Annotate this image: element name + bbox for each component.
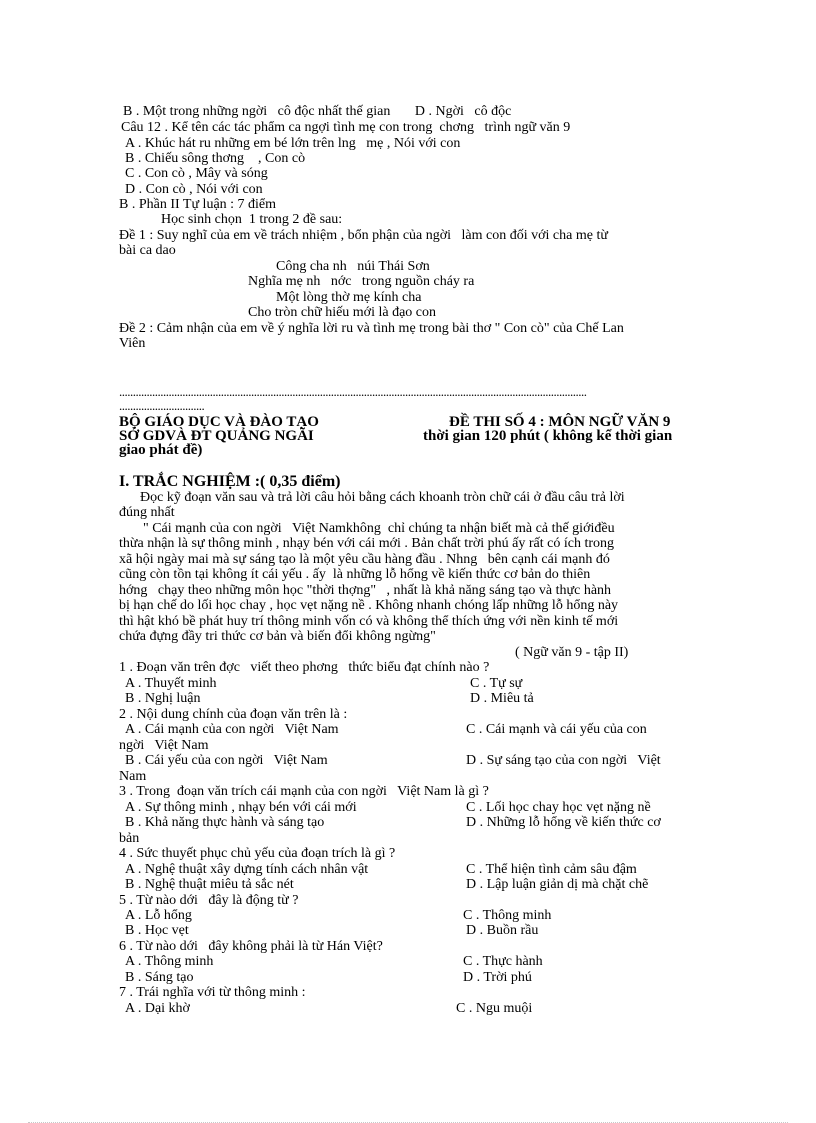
q3-option-d: D . Những lỗ hổng về kiến thức cơ — [466, 815, 661, 830]
passage-line-1: " Cái mạnh của con ngời Việt Namkhông chỉ chúng ta nhận biết mà cả thế giớiđều — [143, 521, 615, 536]
poem-line-3: Một lòng thờ mẹ kính cha — [276, 290, 422, 305]
q6-option-a: A . Thông minh — [125, 954, 214, 969]
essay-1-line-2: bài ca dao — [119, 243, 176, 258]
section-1-title: I. TRẮC NGHIỆM :( 0,35 điểm) — [119, 473, 341, 490]
q6-option-b: B . Sáng tạo — [125, 970, 194, 985]
ministry-name: BỘ GIÁO DỤC VÀ ĐÀO TẠO — [119, 414, 319, 430]
q3-stem: 3 . Trong đoạn văn trích cái mạnh của con ngời Việt Nam là gì ? — [119, 784, 489, 799]
essay-1-line-1: Đề 1 : Suy nghĩ của em về trách nhiệm , bổn phận của ngời làm con đối với cha mẹ từ — [119, 228, 608, 243]
department-name: SỞ GDVÀ ĐT QUẢNG NGÃI — [119, 428, 314, 444]
q12-stem: Câu 12 . Kể tên các tác phẩm ca ngợi tình mẹ con trong chơng trình ngữ văn 9 — [121, 120, 571, 135]
exam-duration-cont: giao phát đề) — [119, 442, 203, 458]
q3-option-c: C . Lối học chay học vẹt nặng nề — [466, 800, 651, 815]
section-1-instruction-2: đúng nhất — [119, 505, 175, 520]
q7-option-c: C . Ngu muội — [456, 1001, 533, 1016]
passage-line-4: cũng còn tồn tại không ít cái yếu . ấy là những lỗ hổng về kiến thức cơ bản do thiên — [119, 567, 591, 582]
poem-line-4: Cho tròn chữ hiếu mới là đạo con — [248, 305, 437, 320]
passage-line-6: bị hạn chế do lối học chay , học vẹt nặng nề . Không nhanh chóng lấp những lỗ hổng này — [119, 598, 619, 613]
q4-option-c: C . Thể hiện tình cảm sâu đậm — [466, 862, 637, 877]
q1-option-a: A . Thuyết minh — [125, 676, 217, 691]
q1-option-b: B . Nghị luận — [125, 691, 201, 706]
q2-option-c-cont: ngời Việt Nam — [119, 738, 209, 753]
q3-option-b: B . Khả năng thực hành và sáng tạo — [125, 815, 325, 830]
q6-option-d: D . Trời phú — [463, 970, 532, 985]
part-b-instruction: Học sinh chọn 1 trong 2 đề sau: — [161, 212, 343, 227]
q1-option-d: D . Miêu tả — [470, 691, 534, 706]
q5-option-b: B . Học vẹt — [125, 923, 189, 938]
q12-option-c: C . Con cò , Mây và sóng — [125, 166, 268, 181]
poem-line-1: Công cha nh núi Thái Sơn — [276, 259, 430, 274]
q5-stem: 5 . Từ nào dới đây là động từ ? — [119, 893, 299, 908]
dotted-separator-short: ............................... — [119, 398, 205, 413]
q3-option-d-cont: bản — [119, 831, 140, 846]
q2-stem: 2 . Nội dung chính của đoạn văn trên là : — [119, 707, 348, 722]
q2-option-a: A . Cái mạnh của con ngời Việt Nam — [125, 722, 339, 737]
exam-duration: thời gian 120 phút ( không kể thời gian — [423, 428, 673, 444]
q4-option-d: D . Lập luận giản dị mà chặt chẽ — [466, 877, 649, 892]
passage-line-5: hớng chạy theo những môn học "thời thợng" , nhất là khả năng sáng tạo và thực hành — [119, 583, 612, 598]
passage-line-8: chứa đựng đầy tri thức cơ bản và biến đổi không ngừng" — [119, 629, 436, 644]
q2-option-d-cont: Nam — [119, 769, 147, 784]
essay-2-line-2: Viên — [119, 336, 146, 351]
essay-2-line-1: Đề 2 : Cảm nhận của em về ý nghĩa lời ru và tình mẹ trong bài thơ " Con cò" của Chế Lan — [119, 321, 624, 336]
dotted-separator-long: .......................................................................................................................................................................... — [119, 384, 587, 399]
q12-option-d: D . Con cò , Nói với con — [125, 182, 263, 197]
part-b-heading: B . Phần II Tự luận : 7 điểm — [119, 197, 277, 212]
q12-option-b: B . Chiếu sông thơng , Con cò — [125, 151, 306, 166]
q2-option-c: C . Cái mạnh và cái yếu của con — [466, 722, 647, 737]
section-1-instruction-1: Đọc kỹ đoạn văn sau và trả lời câu hỏi bằng cách khoanh tròn chữ cái ở đầu câu trả lời — [140, 490, 625, 505]
exam-title: ĐỀ THI SỐ 4 : MÔN NGỮ VĂN 9 — [449, 414, 671, 430]
q12-option-a: A . Khúc hát ru những em bé lớn trên lng mẹ , Nói với con — [125, 136, 461, 151]
q7-stem: 7 . Trái nghĩa với từ thông minh : — [119, 985, 306, 1000]
q1-stem: 1 . Đoạn văn trên đợc viết theo phơng thức biểu đạt chính nào ? — [119, 660, 490, 675]
passage-line-7: thì hật khó bề phát huy trí thông minh vốn có và không thể thích ứng với nền kinh tế mới — [119, 614, 619, 629]
passage-source: ( Ngữ văn 9 - tập II) — [515, 645, 629, 660]
q11-options-cd: B . Một trong những ngời cô độc nhất thế gian D . Ngời cô độc — [123, 104, 512, 119]
q7-option-a: A . Dại khờ — [125, 1001, 190, 1016]
q2-option-b: B . Cái yếu của con ngời Việt Nam — [125, 753, 328, 768]
q3-option-a: A . Sự thông minh , nhạy bén với cái mới — [125, 800, 357, 815]
passage-line-3: xã hội ngày mai mà sự sáng tạo là một yêu cầu hàng đầu . Nhng bên cạnh cái mạnh đó — [119, 552, 610, 567]
q5-option-a: A . Lỗ hổng — [125, 908, 192, 923]
q6-stem: 6 . Từ nào dới đây không phải là từ Hán Việt? — [119, 939, 383, 954]
q5-option-d: D . Buồn rầu — [466, 923, 539, 938]
q6-option-c: C . Thực hành — [463, 954, 543, 969]
poem-line-2: Nghĩa mẹ nh nớc trong nguồn cháy ra — [248, 274, 475, 289]
q2-option-d: D . Sự sáng tạo của con ngời Việt — [466, 753, 661, 768]
q1-option-c: C . Tự sự — [470, 676, 523, 691]
passage-line-2: thừa nhận là sự thông minh , nhạy bén với cái mới . Bản chất trời phú ấy rất có ích trong — [119, 536, 614, 551]
q5-option-c: C . Thông minh — [463, 908, 552, 923]
q4-option-a: A . Nghệ thuật xây dựng tính cách nhân vật — [125, 862, 369, 877]
q4-option-b: B . Nghệ thuật miêu tả sắc nét — [125, 877, 294, 892]
q4-stem: 4 . Sức thuyết phục chủ yếu của đoạn trích là gì ? — [119, 846, 396, 861]
